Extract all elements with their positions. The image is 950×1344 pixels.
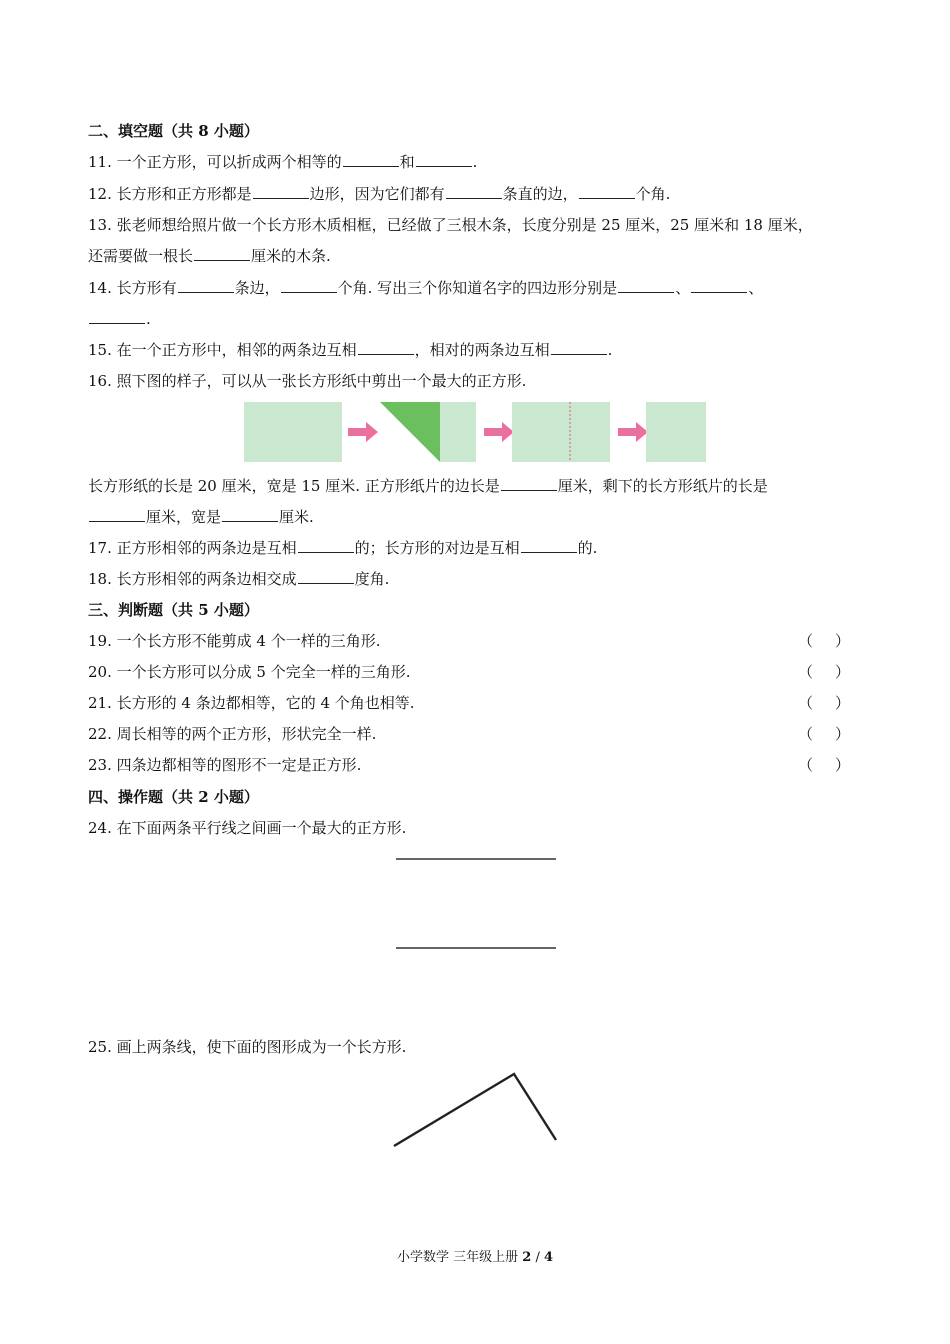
square-cutting-figure <box>240 398 710 466</box>
section-judge-heading: 三、判断题（共 5 小题） <box>88 601 259 619</box>
question-14-line1: 14. 长方形有 条边， 个角. 写出三个你知道名字的四边形分别是 、 、 <box>88 279 764 297</box>
answer-blank[interactable] <box>178 278 234 293</box>
question-17: 17. 正方形相邻的两条边是互相 的；长方形的对边是互相 的. <box>88 539 598 557</box>
answer-blank[interactable] <box>551 340 607 355</box>
arrow-icon <box>618 422 648 442</box>
judge-answer-box[interactable]: （ ） <box>798 756 850 774</box>
parallel-lines-figure[interactable] <box>390 850 562 958</box>
question-16-line3: 厘米，宽是 厘米. <box>88 506 314 528</box>
answer-blank[interactable] <box>298 538 354 553</box>
judge-answer-box[interactable]: （ ） <box>798 663 850 681</box>
arrow-icon <box>348 422 378 442</box>
judge-answer-box[interactable]: （ ） <box>798 694 850 712</box>
question-15: 15. 在一个正方形中，相邻的两条边互相 ，相对的两条边互相 . <box>88 341 613 359</box>
question-11: 11. 一个正方形，可以折成两个相等的 和 . <box>88 153 478 171</box>
rectangle-paper <box>244 402 342 462</box>
question-14-line2: . <box>88 308 151 330</box>
cut-square <box>646 402 706 462</box>
answer-blank[interactable] <box>579 184 635 199</box>
answer-blank[interactable] <box>298 569 354 584</box>
question-16-line2: 长方形纸的长是 20 厘米，宽是 15 厘米. 正方形纸片的边长是 厘米，剩下的长方形纸片的长是 <box>88 477 768 495</box>
page-footer: 小学数学 三年级上册 2 / 4 <box>396 1250 554 1265</box>
answer-blank[interactable] <box>521 538 577 553</box>
answer-blank[interactable] <box>416 152 472 167</box>
question-25: 25. 画上两条线，使下面的图形成为一个长方形. <box>88 1038 407 1056</box>
judge-item: 23. 四条边都相等的图形不一定是正方形. <box>88 756 362 774</box>
judge-item: 20. 一个长方形可以分成 5 个完全一样的三角形. <box>88 663 411 681</box>
answer-blank[interactable] <box>89 507 145 522</box>
question-24: 24. 在下面两条平行线之间画一个最大的正方形. <box>88 819 407 837</box>
question-18: 18. 长方形相邻的两条边相交成 度角. <box>88 570 390 588</box>
answer-blank[interactable] <box>89 309 145 324</box>
judge-answer-box[interactable]: （ ） <box>798 632 850 650</box>
unfolded-paper <box>512 402 610 462</box>
judge-item: 21. 长方形的 4 条边都相等，它的 4 个角也相等. <box>88 694 415 712</box>
answer-blank[interactable] <box>222 507 278 522</box>
folded-triangle <box>380 402 440 462</box>
section-operate-heading: 四、操作题（共 2 小题） <box>88 788 259 806</box>
question-16-line1: 16. 照下图的样子，可以从一张长方形纸中剪出一个最大的正方形. <box>88 372 527 390</box>
answer-blank[interactable] <box>194 246 250 261</box>
arrow-icon <box>484 422 514 442</box>
answer-blank[interactable] <box>343 152 399 167</box>
incomplete-rectangle-figure[interactable] <box>386 1066 564 1150</box>
question-13-line1: 13. 张老师想给照片做一个长方形木质相框，已经做了三根木条，长度分别是 25 厘米，25 厘米和 18 厘米， <box>88 216 813 234</box>
answer-blank[interactable] <box>358 340 414 355</box>
answer-blank[interactable] <box>618 278 674 293</box>
remaining-strip <box>440 402 476 462</box>
answer-blank[interactable] <box>691 278 747 293</box>
answer-blank[interactable] <box>253 184 309 199</box>
judge-item: 22. 周长相等的两个正方形，形状完全一样. <box>88 725 377 743</box>
judge-answer-box[interactable]: （ ） <box>798 725 850 743</box>
rectangle-two-sides <box>394 1074 556 1146</box>
answer-blank[interactable] <box>281 278 337 293</box>
judge-item: 19. 一个长方形不能剪成 4 个一样的三角形. <box>88 632 381 650</box>
question-12: 12. 长方形和正方形都是 边形，因为它们都有 条直的边， 个角. <box>88 185 671 203</box>
section-fill-heading: 二、填空题（共 8 小题） <box>88 122 259 140</box>
question-13-line2: 还需要做一根长 厘米的木条. <box>88 247 331 265</box>
answer-blank[interactable] <box>501 476 557 491</box>
answer-blank[interactable] <box>446 184 502 199</box>
